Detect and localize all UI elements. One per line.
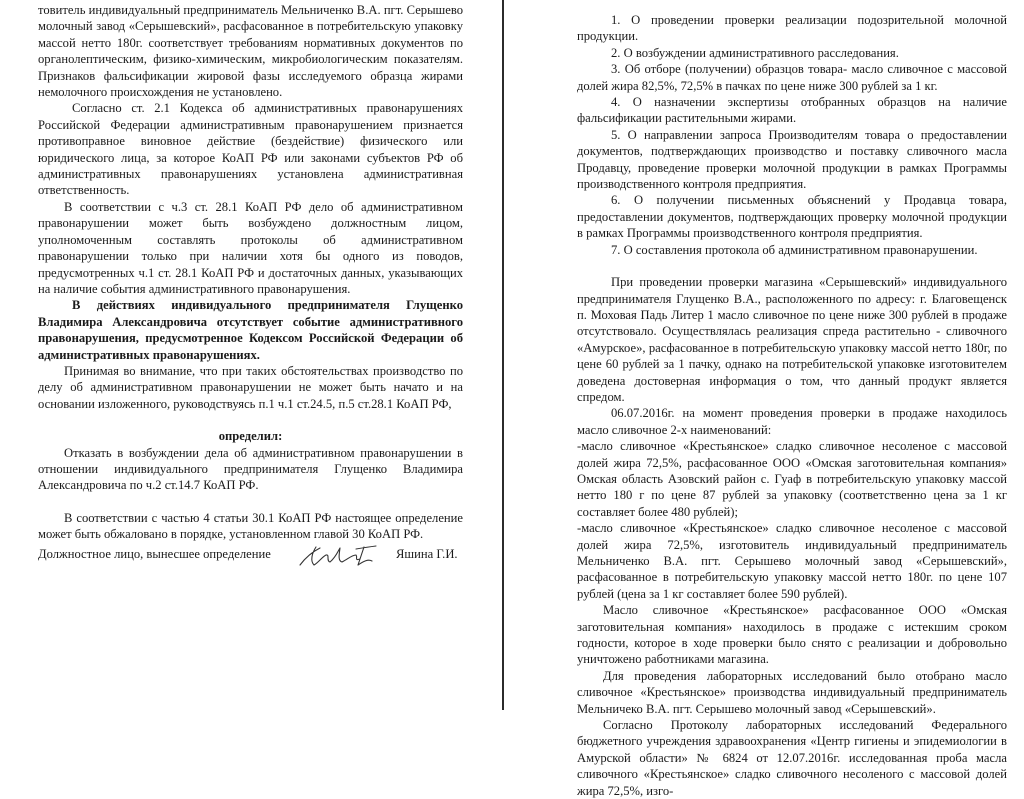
spacer bbox=[577, 258, 1007, 274]
list-item: 3. Об отборе (получении) образцов товара- масло сливочное с массовой долей жира 82,5%, 72,5% в пачках по цене ниже 300 рублей за 1 кг. bbox=[577, 62, 1007, 93]
paragraph-product-serysh: -масло сливочное «Крестьянское» сладко сливочное несоленое с массовой долей жира 72,5%, изготовитель индивидуальный предприниматель Мельниченко В.А. пгт. Серышево молочный завод «Серышевский», расфасованное в потребительскую упаковку массой нетто 180г. по цене 107 рублей (цена за 1 кг составляет более 590 рублей). bbox=[577, 521, 1007, 601]
paragraph-lab-result: товитель индивидуальный предприниматель Мельниченко В.А. пгт. Серышево молочный завод «Серышевский», расфасованное в потребительскую упаковку массой нетто 180г. соответствует требованиям нормативных документов по органолептическим, физико-химическим, микробиологическим показателям. Признаков фальсификации жировой фазы исследуемого образца жирами немолочного происхождения не установлено. bbox=[38, 3, 463, 100]
right-page-body bbox=[577, 12, 1007, 799]
list-item: 6. О получении письменных объяснений у Продавца товара, предоставлении документов, подтверждающих проверку молочной продукции в рамках Программы производственного контроля предприятия. bbox=[577, 193, 1007, 241]
signatory-name: Яшина Г.И. bbox=[396, 547, 458, 561]
paragraph-article-2-1: Согласно ст. 2.1 Кодекса об административных правонарушениях Российской Федерации административным правонарушением признается противоправное виновное действие (бездействие) физического или юридического лица, за которое КоАП РФ или законами субъектов РФ об административных правонарушениях установлена административная ответственность. bbox=[38, 101, 463, 198]
page-divider bbox=[502, 0, 504, 710]
paragraph-sample: Для проведения лабораторных исследований было отобрано масло сливочное «Крестьянское» производства индивидуальный предприниматель Мельничеко В.А. пгт. Серышево молочный завод «Серышевский». bbox=[577, 668, 1007, 716]
decision-text: Отказать в возбуждении дела об административном правонарушении в отношении индивидуального предпринимателя Глущенко Владимира Александровича по ч.2 ст.14.7 КоАП РФ. bbox=[38, 445, 463, 493]
handwritten-signature bbox=[296, 543, 380, 569]
left-page-body bbox=[38, 2, 463, 543]
list-item: 4. О назначении экспертизы отобранных образцов на наличие фальсификации растительными жирами. bbox=[577, 95, 1007, 126]
paragraph-no-violation: В действиях индивидуального предпринимателя Глущенко Владимира Александровича отсутствует событие административного правонарушения, предусмотренное Кодексом Российской Федерации об административных правонарушениях. bbox=[38, 298, 463, 362]
left-document-page bbox=[0, 0, 503, 710]
right-document-page bbox=[505, 0, 1024, 798]
spacer bbox=[38, 494, 463, 510]
appeal-text: В соответствии с частью 4 статьи 30.1 КоАП РФ настоящее определение может быть обжаловано в порядке, установленном главой 30 КоАП РФ. bbox=[38, 510, 463, 542]
paragraph-product-omsk: -масло сливочное «Крестьянское» сладко сливочное несоленое с массовой долей жира 72,5%, расфасованное ООО «Омская заготовительная компания» Омская область Азовский район с. Гуаф в потребительскую упаковку массой нетто 180 г по цене 87 рублей за упаковку (соответственно цена за 1 кг составляет более 480 рублей); bbox=[577, 439, 1007, 519]
paragraph-considering: Принимая во внимание, что при таких обстоятельствах производство по делу об административном правонарушении не может быть начато и на основании изложенного, руководствуясь п.1 ч.1 ст.24.5, п.5 ст.28.1 КоАП РФ, bbox=[38, 363, 463, 411]
paragraph-store-inspection: При проведении проверки магазина «Серышевский» индивидуального предпринимателя Глущенко В.А., расположенного по адресу: г. Благовещенск п. Моховая Падь Литер 1 масло сливочное по цене ниже 300 рублей в продаже отсутствовало. Осуществлялась реализация спреда растительно - сливочного «Амурское», расфасованное в потребительскую упаковку массой нетто 180г, по цене 60 рублей за 1 пачку, однако на потребительской упаковке изготовителем доведена достоверная информация о том, что данный продукт является спредом. bbox=[577, 275, 1007, 404]
decision-heading: определил: bbox=[218, 429, 283, 444]
signature-label: Должностное лицо, вынесшее определение bbox=[38, 547, 271, 561]
paragraph-expired: Масло сливочное «Крестьянское» расфасованное ООО «Омская заготовительная компания» находилось в продаже с истекшим сроком годности, которое в ходе проверки было снято с реализации и добровольно уничтожено работниками магазина. bbox=[577, 603, 1007, 667]
paragraph-article-28-1: В соответствии с ч.3 ст. 28.1 КоАП РФ дело об административном правонарушении может быть возбуждено должностным лицом, уполномоченным составлять протоколы об административном правонарушении только при наличии хотя бы одного из поводов, предусмотренных ч.1 ст. 28.1 КоАП РФ и достаточных данных, указывающих на наличие события административного правонарушения. bbox=[38, 199, 463, 296]
paragraph-lab-protocol: Согласно Протоколу лабораторных исследований Федерального бюджетного учреждения здравоохранения «Центр гигиены и эпидемиологии в Амурской области» № 6824 от 12.07.2016г. исследованная проба масла сливочного «Крестьянское» сладко сливочного несоленого с массовой долей жира 72,5%, изго- bbox=[577, 718, 1007, 798]
list-item: 1. О проведении проверки реализации подозрительной молочной продукции. bbox=[577, 13, 1007, 44]
paragraph-inspection-date: 06.07.2016г. на момент проведения проверки в продаже находилось масло сливочное 2-х наименований: bbox=[577, 406, 1007, 437]
signature-block bbox=[38, 543, 468, 567]
list-item: 2. О возбуждении административного расследования. bbox=[611, 45, 899, 60]
list-item: 7. О составления протокола об административном правонарушении. bbox=[611, 242, 978, 257]
list-item: 5. О направлении запроса Производителям товара о предоставлении документов, подтверждающих производство и поставку сливочного масла Продавцу, проведение проверки молочной продукции в рамках Программы производственного контроля предприятия. bbox=[577, 127, 1007, 192]
spacer bbox=[38, 412, 463, 428]
